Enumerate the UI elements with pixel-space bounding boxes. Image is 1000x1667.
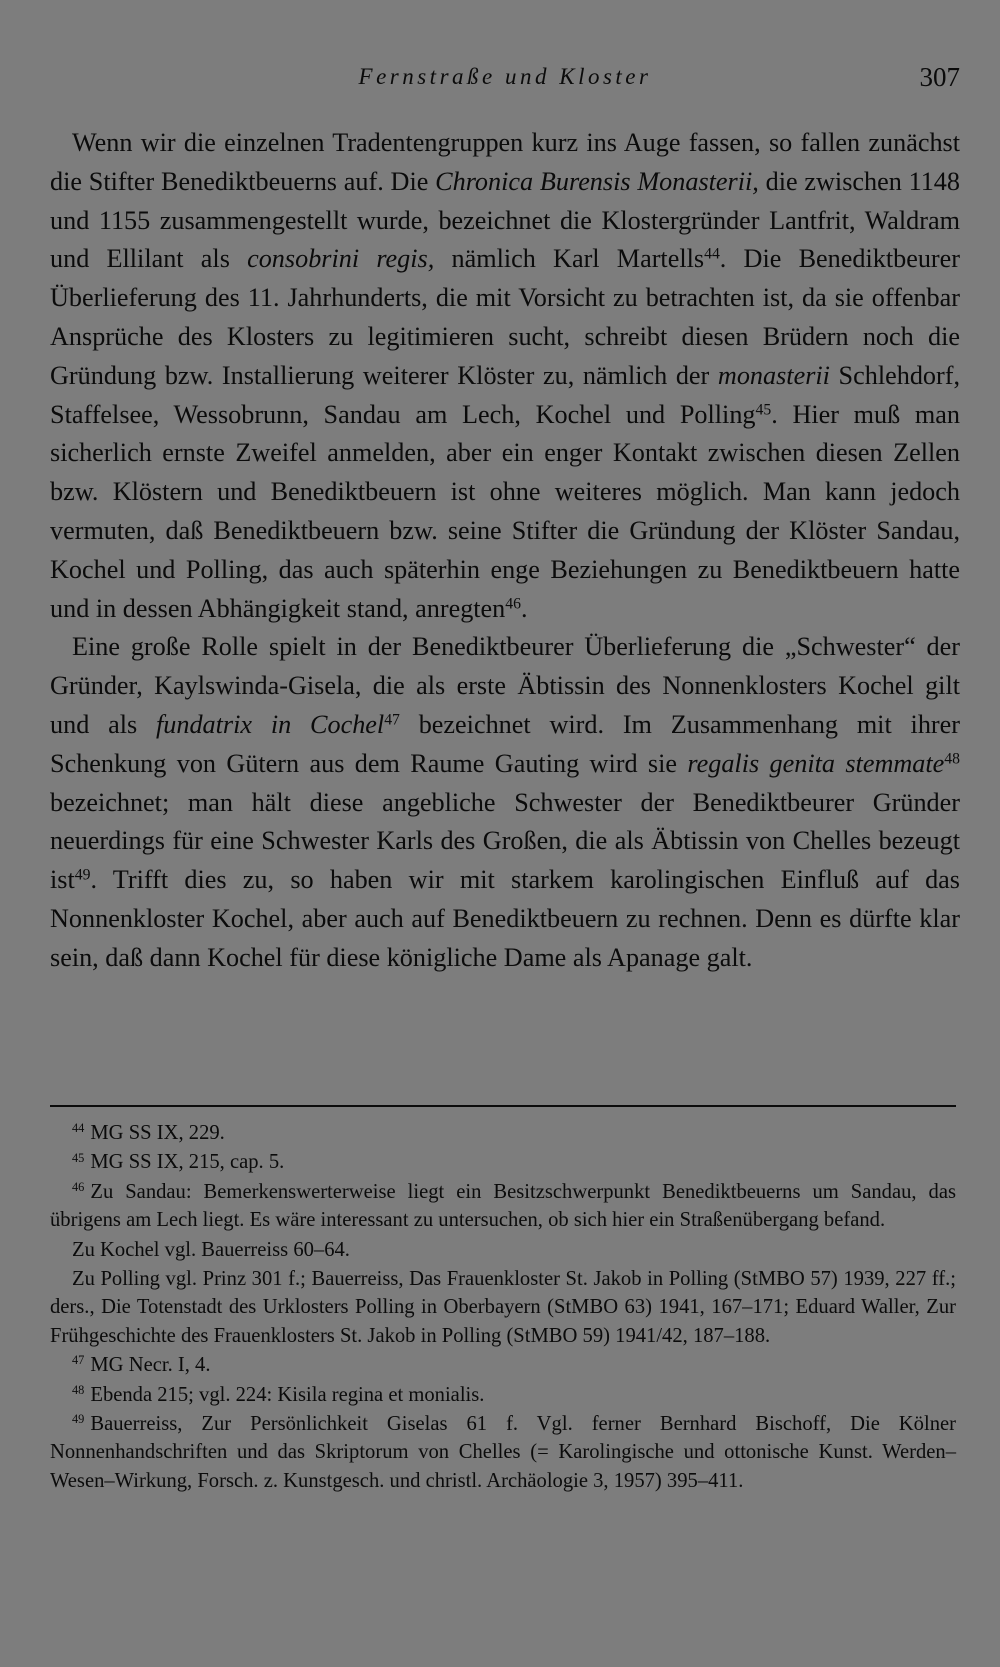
footnote-text: Bauerreiss, Zur Persönlichkeit Giselas 61 f. Vgl. ferner Bernhard Bischoff, Die Kölner Nonnenhandschriften und das Skriptorum von Chelles (= Karolingische und ottonische Kunst. Werden–Wesen–Wirkung, Forsch. z. Kunstgesch. und christl. Archäologie 3, 1957) 395–411. [50, 1413, 956, 1492]
text-run: Eine große Rolle spielt in der Benediktbeurer Überlieferung die „Schwester“ der Gründer, Kaylswinda-Gisela, die als erste Äbtissin des Nonnenklosters Kochel gilt und als [50, 632, 960, 739]
footnote-number: 48 [72, 1382, 85, 1397]
text-run: . Trifft dies zu, so haben wir mit starkem karolingischen Einfluß auf das Nonnenkloster Kochel, aber auch auf Benediktbeuern zu rechnen. Denn es dürfte klar sein, daß dann Kochel für diese königliche Dame als Apanage galt. [50, 865, 960, 972]
footnote-49 [50, 1410, 956, 1495]
footnote-number: 47 [72, 1353, 85, 1368]
footnote-48 [50, 1381, 956, 1409]
page-header [50, 64, 960, 100]
footnote-44 [50, 1119, 956, 1147]
italic-term: monasterii [717, 360, 830, 390]
footnote-ref[interactable]: 44 [704, 245, 720, 263]
footnote-number: 44 [72, 1121, 85, 1136]
text-run: bezeichnet wird. Im Zusammenhang mit ihrer Schenkung von Gütern aus dem Raume Gauting wird sie [50, 709, 960, 778]
footnote-46-polling: Zu Polling vgl. Prinz 301 f.; Bauerreiss, Das Frauenkloster St. Jakob in Polling (StMBO 57) 1939, 227 ff.; ders., Die Totenstadt des Urklosters Polling in Oberbayern (StMBO 63) 1941, 167–171; Eduard Waller, Zur Frühgeschichte des Frauenklosters St. Jakob in Polling (StMBO 59) 1941/42, 187–188. [50, 1268, 956, 1347]
footnote-text: MG SS IX, 229. [90, 1122, 225, 1144]
main-text [50, 124, 960, 978]
text-run: Wenn wir die einzelnen Tradentengruppen kurz ins Auge fassen, so fallen zunächst die Stifter Benediktbeuerns auf. Die [50, 128, 960, 196]
footnote-ref[interactable]: 48 [944, 750, 960, 768]
footnote-46 [50, 1178, 956, 1235]
text-run: . Die Benediktbeurer Überlieferung des 11. Jahrhunderts, die mit Vorsicht zu betrachten ist, da sie offenbar Ansprüche des Klosters zu legitimieren sucht, schreibt diesen Brüdern noch die Gründung bzw. Installierung weiterer Klöster zu, nämlich der [50, 244, 960, 390]
page-number: 307 [919, 62, 960, 92]
text-run: die zwischen 1148 und 1155 zusammengestellt wurde, bezeichnet die Klostergründer Lantfrit, Waldram und Ellilant als [50, 166, 960, 274]
footnote-text: Ebenda 215; vgl. 224: Kisila regina et monialis. [90, 1383, 485, 1406]
italic-term: regalis genita stemmate [687, 748, 945, 778]
footnote-divider [50, 1105, 956, 1107]
italic-title: Chronica Burensis Monasterii, [435, 166, 759, 196]
footnote-text: MG Necr. I, 4. [90, 1354, 211, 1377]
footnote-number: 45 [72, 1150, 85, 1165]
footnote-number: 49 [72, 1412, 85, 1427]
italic-term: fundatrix in Cochel [156, 709, 385, 739]
footnote-ref[interactable]: 46 [505, 594, 521, 612]
footnote-number: 46 [72, 1180, 85, 1195]
running-title: Fernstraße und Kloster [358, 64, 652, 89]
paragraph-1 [50, 124, 960, 628]
text-run: . [521, 593, 528, 623]
paragraph-2 [50, 628, 960, 977]
footnote-text: Zu Sandau: Bemerkenswerterweise liegt ein Besitzschwerpunkt Benediktbeuerns um Sandau, das übrigens am Lech liegt. Es wäre interessant zu untersuchen, ob sich hier ein Straßenübergang befand. [50, 1180, 956, 1232]
text-run: Schlehdorf, Staffelsee, Wessobrunn, Sandau am Lech, Kochel und Polling [50, 360, 961, 429]
italic-term: consobrini regis, [247, 244, 435, 274]
footnote-ref[interactable]: 49 [74, 866, 91, 884]
footnote-47 [50, 1351, 956, 1379]
footnote-ref[interactable]: 45 [755, 400, 772, 418]
footnote-45 [50, 1148, 956, 1176]
footnote-text: MG SS IX, 215, cap. 5. [90, 1151, 285, 1174]
footnotes [50, 1119, 956, 1496]
footnote-ref[interactable]: 47 [384, 711, 400, 729]
text-run: bezeichnet; man hält diese angebliche Schwester der Benediktbeurer Gründer neuerdings für eine Schwester Karls des Großen, die als Äbtissin von Chelles bezeugt ist [50, 787, 960, 895]
text-run: nämlich Karl Martells [434, 244, 705, 274]
footnote-46-kochel: Zu Kochel vgl. Bauerreiss 60–64. [72, 1238, 350, 1261]
text-run: . Hier muß man sicherlich ernste Zweifel anmelden, aber ein enger Kontakt zwischen diesen Zellen bzw. Klöstern und Benediktbeuern ist ohne weiteres möglich. Man kann jedoch vermuten, daß Benediktbeuern bzw. seine Stifter die Gründung der Klöster Sandau, Kochel und Polling, das auch späterhin enge Beziehungen zu Benediktbeuern hatte und in dessen Abhängigkeit stand, anregten [50, 399, 960, 623]
